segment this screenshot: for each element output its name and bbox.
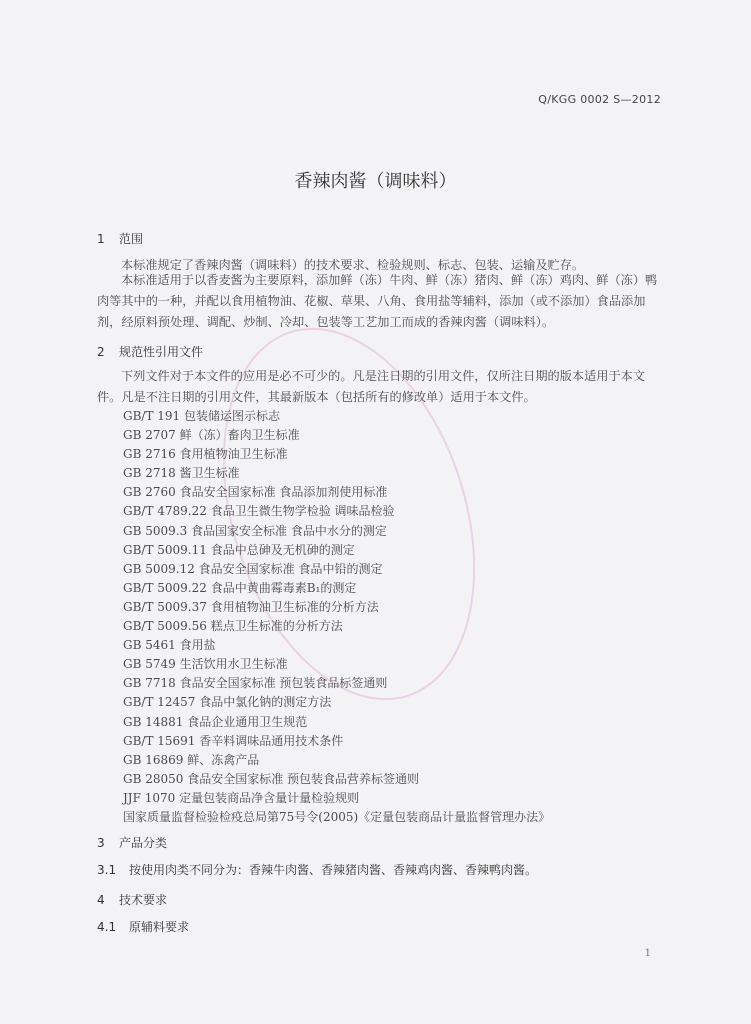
section-3-heading [97,834,167,851]
section-number: 4.1 [97,920,117,934]
section-4-heading [97,891,167,908]
section-3-1 [97,861,537,878]
reference-item: GB 2716 食用植物油卫生标准 [123,447,288,462]
reference-item: GB/T 5009.37 食用植物油卫生标准的分析方法 [123,599,379,614]
reference-item: GB 5461 食用盐 [123,638,216,653]
reference-item: GB 2760 食品安全国家标准 食品添加剂使用标准 [123,485,388,500]
reference-item: GB/T 5009.22 食品中黄曲霉毒素B₁的测定 [123,580,357,595]
reference-item: GB 5749 生活饮用水卫生标准 [123,657,288,672]
reference-item: JJF 1070 定量包装商品净含量计量检验规则 [123,790,360,805]
reference-item: GB/T 15691 香辛料调味品通用技术条件 [123,733,344,748]
section-title: 原辅料要求 [129,920,190,934]
standard-code: Q/KGG 0002 S—2012 [538,93,661,106]
reference-item: GB/T 12457 食品中氯化钠的测定方法 [123,695,332,710]
reference-list [123,407,550,827]
section-title: 技术要求 [119,893,168,907]
page-number: 1 [644,948,651,959]
section-1-paragraph-2: 本标准适用于以香麦酱为主要原料，添加鲜（冻）牛肉、鲜（冻）猪肉、鲜（冻）鸡肉、鲜（冻）鸭肉等其中的一种，并配以食用植物油、花椒、草果、八角、食用盐等辅料，添加（或不添加）食品添加剂，经原料预处理、调配、炒制、冷却、包装等工艺加工而成的香辣肉酱（调味料）。 [97,273,658,329]
reference-item: GB 2718 酱卫生标准 [123,466,240,481]
section-1-heading [97,230,143,247]
section-number: 2 [97,345,105,359]
reference-item: GB 2707 鲜（冻）畜肉卫生标准 [123,428,300,443]
reference-item: GB/T 5009.11 食品中总砷及无机砷的测定 [123,542,355,557]
section-2-intro: 下列文件对于本文件的应用是必不可少的。凡是注日期的引用文件，仅所注日期的版本适用于本文件。凡是不注日期的引用文件，其最新版本（包括所有的修改单）适用于本文件。 [97,369,646,404]
section-number: 1 [97,232,105,246]
section-title: 范围 [119,232,144,246]
reference-item: GB 28050 食品安全国家标准 预包装食品营养标签通则 [123,771,420,786]
reference-item: GB 7718 食品安全国家标准 预包装食品标签通则 [123,676,388,691]
reference-item: GB 16869 鲜、冻禽产品 [123,752,260,767]
reference-item: GB 5009.3 食品国家安全标准 食品中水分的测定 [123,523,387,538]
section-1-paragraph-1: 本标准规定了香辣肉酱（调味料）的技术要求、检验规则、标志、包装、运输及贮存。 [121,258,585,272]
reference-item: GB/T 5009.56 糕点卫生标准的分析方法 [123,619,343,634]
section-number: 3.1 [97,863,117,877]
section-number: 4 [97,893,105,907]
document-title: 香辣肉酱（调味料） [294,171,457,192]
section-text: 按使用肉类不同分为：香辣牛肉酱、香辣猪肉酱、香辣鸡肉酱、香辣鸭肉酱。 [129,863,538,877]
section-4-1-heading [97,918,189,935]
reference-item: 国家质量监督检验检疫总局第75号令(2005)《定量包装商品计量监督管理办法》 [123,809,551,824]
reference-item: GB/T 4789.22 食品卫生微生物学检验 调味品检验 [123,504,395,519]
section-2-heading [97,343,203,360]
section-title: 规范性引用文件 [119,345,204,359]
reference-item: GB 14881 食品企业通用卫生规范 [123,714,308,729]
section-number: 3 [97,836,105,850]
section-title: 产品分类 [119,836,168,850]
reference-item: GB 5009.12 食品安全国家标准 食品中铅的测定 [123,561,383,576]
reference-item: GB/T 191 包装储运图示标志 [123,409,280,423]
